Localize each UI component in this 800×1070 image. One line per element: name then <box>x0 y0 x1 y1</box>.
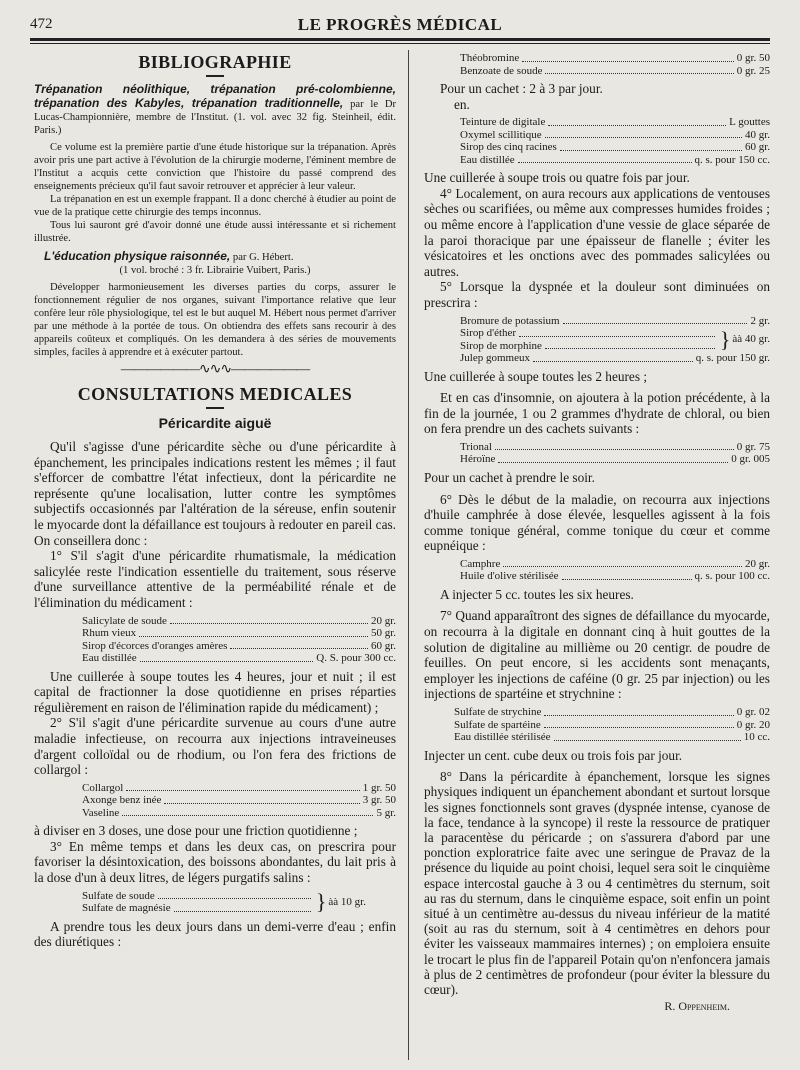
prescription-rx2 <box>82 782 396 820</box>
paragraph: Une cuillerée à soupe toutes les 2 heures ; <box>424 368 648 384</box>
leader-dots <box>545 340 715 350</box>
prescription-line <box>82 782 396 795</box>
column-divider <box>408 50 409 1060</box>
ingredient-name: Salicylate de soude <box>82 614 167 627</box>
leader-dots <box>562 570 692 580</box>
prescription-line <box>460 453 770 466</box>
prescription-rx9 <box>454 706 770 744</box>
leader-dots <box>495 441 734 451</box>
ingredient-name: Bromure de potassium <box>460 314 560 327</box>
prescription-line <box>82 627 396 640</box>
prescription-line <box>460 116 770 129</box>
left-column <box>34 52 396 950</box>
book2-paragraph: Développer harmonieusement les diverses parties du corps, assurer le fonctionnement régulier de nos organes, suivant l'importance relative que leur confère leur rôle physiologique, tel est le but auquel M. Hébert nous permet d'arriver par une méthode à la portée de tous. On obtiendra des effets sans recourir à des appareils coûteux et compliqués. On les demandera à des séries de mouvements simples, faciles à apprendre et à exécuter partout. <box>34 282 396 358</box>
prescription-line <box>82 807 396 820</box>
author-signature: R. Oppenheim. <box>664 999 730 1014</box>
ingredient-name: Camphre <box>460 557 501 570</box>
leader-dots <box>544 706 733 716</box>
ingredient-name: Eau distillée <box>460 153 515 166</box>
ingredient-dose: 60 gr. <box>370 639 396 652</box>
book2-publisher: (1 vol. broché : 3 fr. Librairie Vuibert, Paris.) <box>119 265 311 276</box>
ingredient-dose: 0 gr. 25 <box>736 64 770 77</box>
ingredient-name: Rhum vieux <box>82 627 137 640</box>
leader-dots <box>548 116 726 126</box>
ingredient-name: Oxymel scillitique <box>460 128 542 141</box>
book2-title: L'éducation physique raisonnée, <box>44 249 231 263</box>
paragraph: A injecter 5 cc. toutes les six heures. <box>440 586 634 602</box>
section-ornament: ——————∿∿∿—————— <box>120 362 310 377</box>
ingredient-name: Teinture de digitale <box>460 116 546 129</box>
prescription-line <box>460 315 770 328</box>
ingredient-dose: 20 gr. <box>744 557 770 570</box>
prescription-line <box>460 558 770 571</box>
brace-glyph: } <box>315 889 327 915</box>
page-header <box>30 14 770 36</box>
leader-dots <box>533 352 693 362</box>
journal-title: LE PROGRÈS MÉDICAL <box>297 15 503 34</box>
leader-dots <box>554 731 741 741</box>
prescription-rx4 <box>460 52 770 77</box>
prescription-line <box>460 340 718 353</box>
ingredient-dose: 20 gr. <box>370 614 396 627</box>
prescription-amount: àà 10 gr. <box>328 895 366 908</box>
ingredient-name: Collargol <box>82 781 124 794</box>
prescription-line <box>82 794 396 807</box>
paragraph: à diviser en 3 doses, une dose pour une friction quotidienne ; <box>34 823 358 839</box>
leader-dots <box>140 652 314 662</box>
paragraph: Pour un cachet à prendre le soir. <box>424 469 595 485</box>
ingredient-name: Sulfate de magnésie <box>82 902 171 915</box>
header-rule <box>30 38 770 41</box>
ingredient-name: Sirop des cinq racines <box>460 141 557 154</box>
leader-dots <box>519 327 715 337</box>
ingredient-name: Sulfate de soude <box>82 889 155 902</box>
prescription-line <box>460 141 770 154</box>
heading-dash <box>206 75 224 77</box>
ingredient-dose: q. s. pour 150 cc. <box>694 153 770 166</box>
prescription-line <box>460 441 770 454</box>
prescription-rx6 <box>460 315 770 365</box>
prescription-line <box>460 570 770 583</box>
prescription-line <box>454 706 770 719</box>
ingredient-dose: 2 gr. <box>750 314 770 327</box>
paragraph: 2° S'il s'agit d'une péricardite survenue au cours d'une autre maladie infectieuse, on recourra aux injections intraveineuses d'argent colloïdal ou de rhodium, ou l'on fera des frictions de collargol : <box>34 715 396 778</box>
ingredient-dose: 0 gr. 02 <box>736 706 770 719</box>
article-subheading: Péricardite aiguë <box>158 415 272 431</box>
ingredient-name: Vaseline <box>82 806 120 819</box>
prescription-rx5 <box>460 116 770 166</box>
leader-dots <box>122 807 373 817</box>
prescription-rx7 <box>460 441 770 466</box>
paragraph: 6° Dès le début de la maladie, on recourra aux injections d'huile camphrée à dose élevée, lesquelles agissent à la fois comme tonique général, comme tonique du cœur et comme eupnéique : <box>424 491 770 554</box>
prescription-line <box>460 52 770 65</box>
prescription-rx3 <box>82 890 396 915</box>
prescription-amount: àà 40 gr. <box>732 333 770 346</box>
book1-entry <box>34 83 396 137</box>
paragraph: Et en cas d'insomnie, on ajoutera à la potion précédente, à la fin de la journée, 1 ou 2 grammes d'hydrate de chloral, ou bien on fera prendre un des cachets suivants : <box>424 390 770 437</box>
ingredient-dose: L gouttes <box>729 116 770 129</box>
leader-dots <box>563 315 748 325</box>
book2-credit: par G. Hébert. <box>232 252 294 263</box>
ingredient-name: Sirop de morphine <box>460 339 542 352</box>
header-rule-thin <box>30 43 770 44</box>
paragraph: 5° Lorsque la dyspnée et la douleur sont diminuées on prescrira : <box>424 279 770 310</box>
paragraph: 8° Dans la péricardite à épanchement, lorsque les signes physiques indiquent un épanchement abondant et surtout lorsque les signes fonctionnels sont graves (dyspnée intense, cyanose de la face, tendance à la syncope) il reste la ressource de pratiquer la paracentèse du péricarde ; on s'assurera d'abord par une ponction exploratrice faite avec une seringue de Pravaz de la présence du liquide au point choisi, lequel sera soit le cinquième espace intercostal gauche à 3 ou 4 centimètres du sternum, soit au ras du sternum, dans le cinquième espace, soit enfin un point situé à un centimètre au-dessus du niveau inférieur de la matité (soit au ras du sternum, soit à 4 centimètres en dehors pour éviter les vaisseaux mammaires internes) ; on emploiera ensuite le trocart le plus fin de l'appareil Potain qu'on n'enfoncera jamais à plus de 2 centimètres de profondeur (pour éviter la blessure du cœur). <box>424 769 770 997</box>
paragraph: 4° Localement, on aura recours aux applications de ventouses sèches ou scarifiées, ou même aux compresses humides froides ; ou même encore à l'application d'une vessie de glace séparée de la paroi thoracique par une épaisseur de flanelle ; éviter les vésicatoires et les onctions avec des pommades salicylées ou autres. <box>424 185 770 279</box>
ingredient-dose: 1 gr. 50 <box>362 781 396 794</box>
paragraph: A prendre tous les deux jours dans un demi-verre d'eau ; enfin des diurétiques : <box>34 918 396 950</box>
leader-dots <box>498 453 728 463</box>
paragraph: Une cuillerée à soupe trois ou quatre fois par jour. <box>424 170 690 186</box>
ingredient-name: Théobromine <box>460 52 520 64</box>
leader-dots <box>522 52 733 62</box>
prescription-line <box>82 902 314 915</box>
book1-credit: par le Dr Lucas-Championnière, membre de l'Institut. (1. vol. avec 32 fig. Steinheil, édit. Paris.) <box>34 99 396 136</box>
paragraph: Une cuillerée à soupe toutes les 4 heures, jour et nuit ; il est capital de fractionner la dose quotidienne en prises réparties régulièrement en raison de l'élimination rapide du médicament) ; <box>34 668 396 715</box>
paragraph: Injecter un cent. cube deux ou trois fois par jour. <box>424 747 683 763</box>
paragraph: 3° En même temps et dans les deux cas, on prescrira pour favoriser la désintoxication, des boissons abondantes, du lait pris à la dose d'un à deux litres, de légers purgatifs salins : <box>34 838 396 885</box>
ingredient-name: Sulfate de strychine <box>454 706 542 719</box>
ingredient-name: Sirop d'éther <box>460 327 517 340</box>
book1-title: Trépanation néolithique, trépanation pré-colombienne, trépanation des Kabyles, trépanation traditionnelle, <box>34 82 396 110</box>
ingredient-dose: Q. S. pour 300 cc. <box>316 652 396 665</box>
ingredient-dose: 0 gr. 20 <box>736 718 770 731</box>
ingredient-dose: q. s. pour 150 gr. <box>695 352 770 365</box>
ingredient-dose: 5 gr. <box>376 806 396 819</box>
ingredient-name: Huile d'olive stérilisée <box>460 570 559 583</box>
leader-dots <box>170 615 368 625</box>
ingredient-name: Trional <box>460 440 492 453</box>
paragraph: 7° Quand apparaîtront des signes de défaillance du myocarde, on recourra à la digitale en donnant cinq à huit gouttes de la solution de digitaline au millième ou 20 centigr. de poudre de feuilles. On peut encore, si les accidents sont menaçants, employer les injections de caféine (0 gr. 25 par injection) ou les injections de spartéine et strychnine : <box>424 608 770 702</box>
prescription-line <box>460 154 770 167</box>
ingredient-dose: 50 gr. <box>370 627 396 640</box>
prescription-line <box>454 731 770 744</box>
ingredient-name: Benzoate de soude <box>460 64 543 77</box>
leader-dots <box>164 794 359 804</box>
ingredient-name: Sirop d'écorces d'oranges amères <box>82 639 228 652</box>
paragraph: en. <box>454 96 470 112</box>
ingredient-dose: q. s. pour 100 cc. <box>694 570 770 583</box>
intro-paragraph: Qu'il s'agisse d'une péricardite sèche ou d'une péricardite à épanchement, les principales indications restent les mêmes ; il faut s'efforcer de combattre l'état infectieux, dont la péricardite ne représente qu'une localisation, lutter contre les symptômes subjectifs occasionnés par l'altération de la séreuse, enfin soutenir le myocarde dont la défaillance est toujours à redouter en pareil cas. On conseillera donc : <box>34 439 396 548</box>
prescription-line <box>82 615 396 628</box>
book2-entry <box>34 250 396 264</box>
prescription-line <box>82 652 396 665</box>
prescription-rx8 <box>460 558 770 583</box>
prescription-line <box>82 640 396 653</box>
ingredient-name: Sulfate de spartéine <box>454 718 541 731</box>
leader-dots <box>126 782 359 792</box>
ingredient-dose: 3 gr. 50 <box>362 794 396 807</box>
brace-glyph: } <box>719 326 731 352</box>
leader-dots <box>503 558 742 568</box>
book1-paragraph: Tous lui sauront gré d'avoir donné une étude aussi intéressante et si richement illustrée. <box>34 220 396 244</box>
leader-dots <box>560 141 742 151</box>
prescription-line <box>460 65 770 78</box>
ingredient-name: Axonge benz inée <box>82 794 162 807</box>
leader-dots <box>174 902 311 912</box>
prescription-rx1 <box>82 615 396 665</box>
right-column <box>424 52 770 1014</box>
leader-dots <box>544 719 734 729</box>
ingredient-name: Julep gommeux <box>460 352 530 365</box>
leader-dots <box>545 129 742 139</box>
heading-dash <box>206 407 224 409</box>
bibliography-heading: BIBLIOGRAPHIE <box>138 52 292 72</box>
prescription-line <box>460 352 770 365</box>
leader-dots <box>230 640 368 650</box>
book1-paragraph: La trépanation en est un exemple frappant. Il a donc cherché à étudier au point de vue de la pratique cette chirurgie des temps inconnus. <box>34 194 396 218</box>
ingredient-dose: 10 cc. <box>743 731 770 744</box>
prescription-line <box>460 129 770 142</box>
paragraph: Pour un cachet : 2 à 3 par jour. <box>440 81 603 96</box>
prescription-line <box>82 890 314 903</box>
prescription-line <box>460 327 718 340</box>
leader-dots <box>158 890 311 900</box>
ingredient-dose: 40 gr. <box>744 128 770 141</box>
ingredient-name: Eau distillée stérilisée <box>454 731 551 744</box>
ingredient-dose: 0 gr. 75 <box>736 440 770 453</box>
paragraph: 1° S'il s'agit d'une péricardite rhumatismale, la médication salicylée reste l'indication essentielle du traitement, sous réserve d'une surveillance attentive de la perméabilité rénale et de l'élimination du médicament : <box>34 548 396 610</box>
ingredient-dose: 60 gr. <box>744 141 770 154</box>
book1-paragraph: Ce volume est la première partie d'une étude historique sur la trépanation. Après avoir pris une part active à l'évolution de la chirurgie moderne, l'éminent membre de l'Institut a acquis cette conviction que l'histoire du passé comprend des enseignements précieux qu'il faut savoir retrouver et apprécier à leur valeur. <box>34 142 396 192</box>
leader-dots <box>139 627 368 637</box>
prescription-line <box>454 719 770 732</box>
leader-dots <box>518 154 692 164</box>
ingredient-name: Héroïne <box>460 453 496 466</box>
ingredient-dose: 0 gr. 005 <box>731 453 770 466</box>
leader-dots <box>545 65 733 75</box>
consultations-heading: CONSULTATIONS MEDICALES <box>77 384 353 404</box>
ingredient-dose: 0 gr. 50 <box>736 52 770 64</box>
page-number: 472 <box>30 16 53 32</box>
ingredient-name: Eau distillée <box>82 652 137 665</box>
